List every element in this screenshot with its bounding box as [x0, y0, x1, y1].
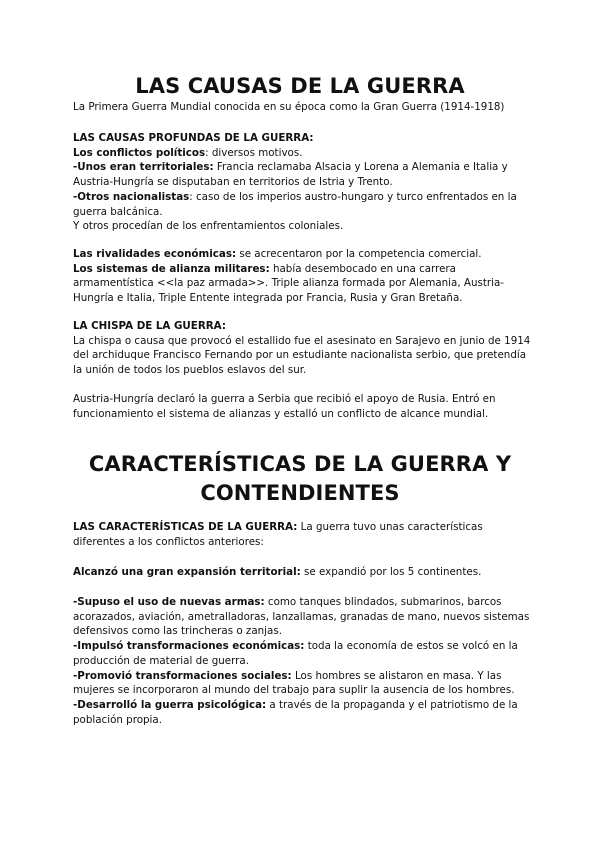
chispa-heading: LA CHISPA DE LA GUERRA:	[73, 320, 226, 332]
armas-text: como tanques blindados, submarinos, barcos acorazados, aviación, ametralladoras, lanzallamas, granadas de mano, nuevos sistemas defensivos como las trincheras o zanjas.	[73, 596, 530, 638]
expansion-label: Alcanzó una gran expansión territorial:	[73, 566, 301, 578]
rivalidades	[73, 247, 535, 262]
austria-text: Austria-Hungría declaró la guerra a Serbia que recibió el apoyo de Rusia. Entró en funcionamiento el sistema de alianzas y estalló un conflicto de alcance mundial.	[73, 393, 496, 420]
nuevas-armas	[73, 595, 535, 639]
sociales-label: -Promovió transformaciones sociales:	[73, 669, 292, 682]
transformaciones-economicas	[73, 639, 535, 668]
chispa-block	[73, 319, 535, 378]
causas-profundas-heading: LAS CAUSAS PROFUNDAS DE LA GUERRA:	[73, 132, 314, 144]
armas-label: -Supuso el uso de nuevas armas:	[73, 596, 265, 608]
politicos-text: : diversos motivos.	[205, 146, 303, 159]
psicologica-label: -Desarrolló la guerra psicológica:	[73, 698, 267, 711]
caracteristicas-intro	[73, 520, 535, 549]
title-caracteristicas	[40, 450, 560, 508]
territoriales-label: -Unos eran territoriales:	[73, 161, 214, 174]
rivalidades-text: se acrecentaron por la competencia comercial.	[236, 248, 482, 260]
expansion-text: se expandió por los 5 continentes.	[300, 566, 482, 578]
nacionalistas-label: -Otros nacionalistas	[73, 190, 190, 203]
nacionalistas	[73, 190, 535, 219]
coloniales: Y otros procedían de los enfrentamientos coloniales.	[73, 220, 344, 233]
nacionalistas-text: : caso de los imperios austro-hungaro y turco enfrentados en la guerra balcánica.	[73, 190, 517, 218]
intro-block	[73, 100, 535, 115]
conflictos-politicos	[73, 146, 535, 161]
sociales-text: Los hombres se alistaron en masa. Y las mujeres se incorporaron al mundo del trabajo para suplir la ausencia de los hombres.	[73, 669, 515, 697]
alianzas-label: Los sistemas de alianza militares:	[73, 262, 270, 275]
rivalidades-alianzas-block	[73, 247, 535, 306]
economicas-text: toda la economía de estos se volcó en la producción de material de guerra.	[73, 640, 518, 667]
guerra-psicologica	[73, 698, 535, 727]
alianzas	[73, 262, 535, 306]
expansion	[73, 565, 535, 580]
economicas-label: -Impulsó transformaciones económicas:	[73, 640, 305, 653]
caracteristicas-block	[73, 520, 535, 549]
caracteristicas-text: La guerra tuvo unas características diferentes a los conflictos anteriores:	[73, 521, 483, 548]
caracteristicas-label: LAS CARACTERÍSTICAS DE LA GUERRA:	[73, 521, 298, 533]
causas-profundas-block	[73, 131, 535, 234]
expansion-block	[73, 565, 535, 580]
psicologica-text: a través de la propaganda y el patriotismo de la población propia.	[73, 698, 518, 726]
territoriales	[73, 160, 535, 189]
chispa-text: La chispa o causa que provocó el estallido fue el asesinato en Sarajevo en junio de 1914 del archiduque Francisco Fernando por un estudiante nacionalista serbio, que pretendía la unión de todos los pueblos eslavos del sur.	[73, 334, 531, 377]
title-causas: LAS CAUSAS DE LA GUERRA	[135, 74, 465, 98]
alianzas-text: había desembocado en una carrera armamentística <<la paz armada>>. Triple alianza formada por Alemania, Austria-Hungría e Italia, Triple Entente integrada por Francia, Rusia y Gran Bretaña.	[73, 262, 504, 305]
rivalidades-label: Las rivalidades económicas:	[73, 248, 237, 260]
title-caracteristicas-line1: CARACTERÍSTICAS DE LA GUERRA Y	[88, 452, 512, 476]
politicos-label: Los conflictos políticos	[73, 146, 206, 159]
transformaciones-block	[73, 595, 535, 727]
territoriales-text: Francia reclamaba Alsacia y Lorena a Alemania e Italia y Austria-Hungría se disputaban en territorios de Istria y Trento.	[73, 161, 508, 189]
title-caracteristicas-line2: CONTENDIENTES	[200, 481, 400, 505]
intro-text: La Primera Guerra Mundial conocida en su época como la Gran Guerra (1914-1918)	[73, 101, 505, 113]
transformaciones-sociales	[73, 669, 535, 698]
austria-block	[73, 392, 535, 421]
